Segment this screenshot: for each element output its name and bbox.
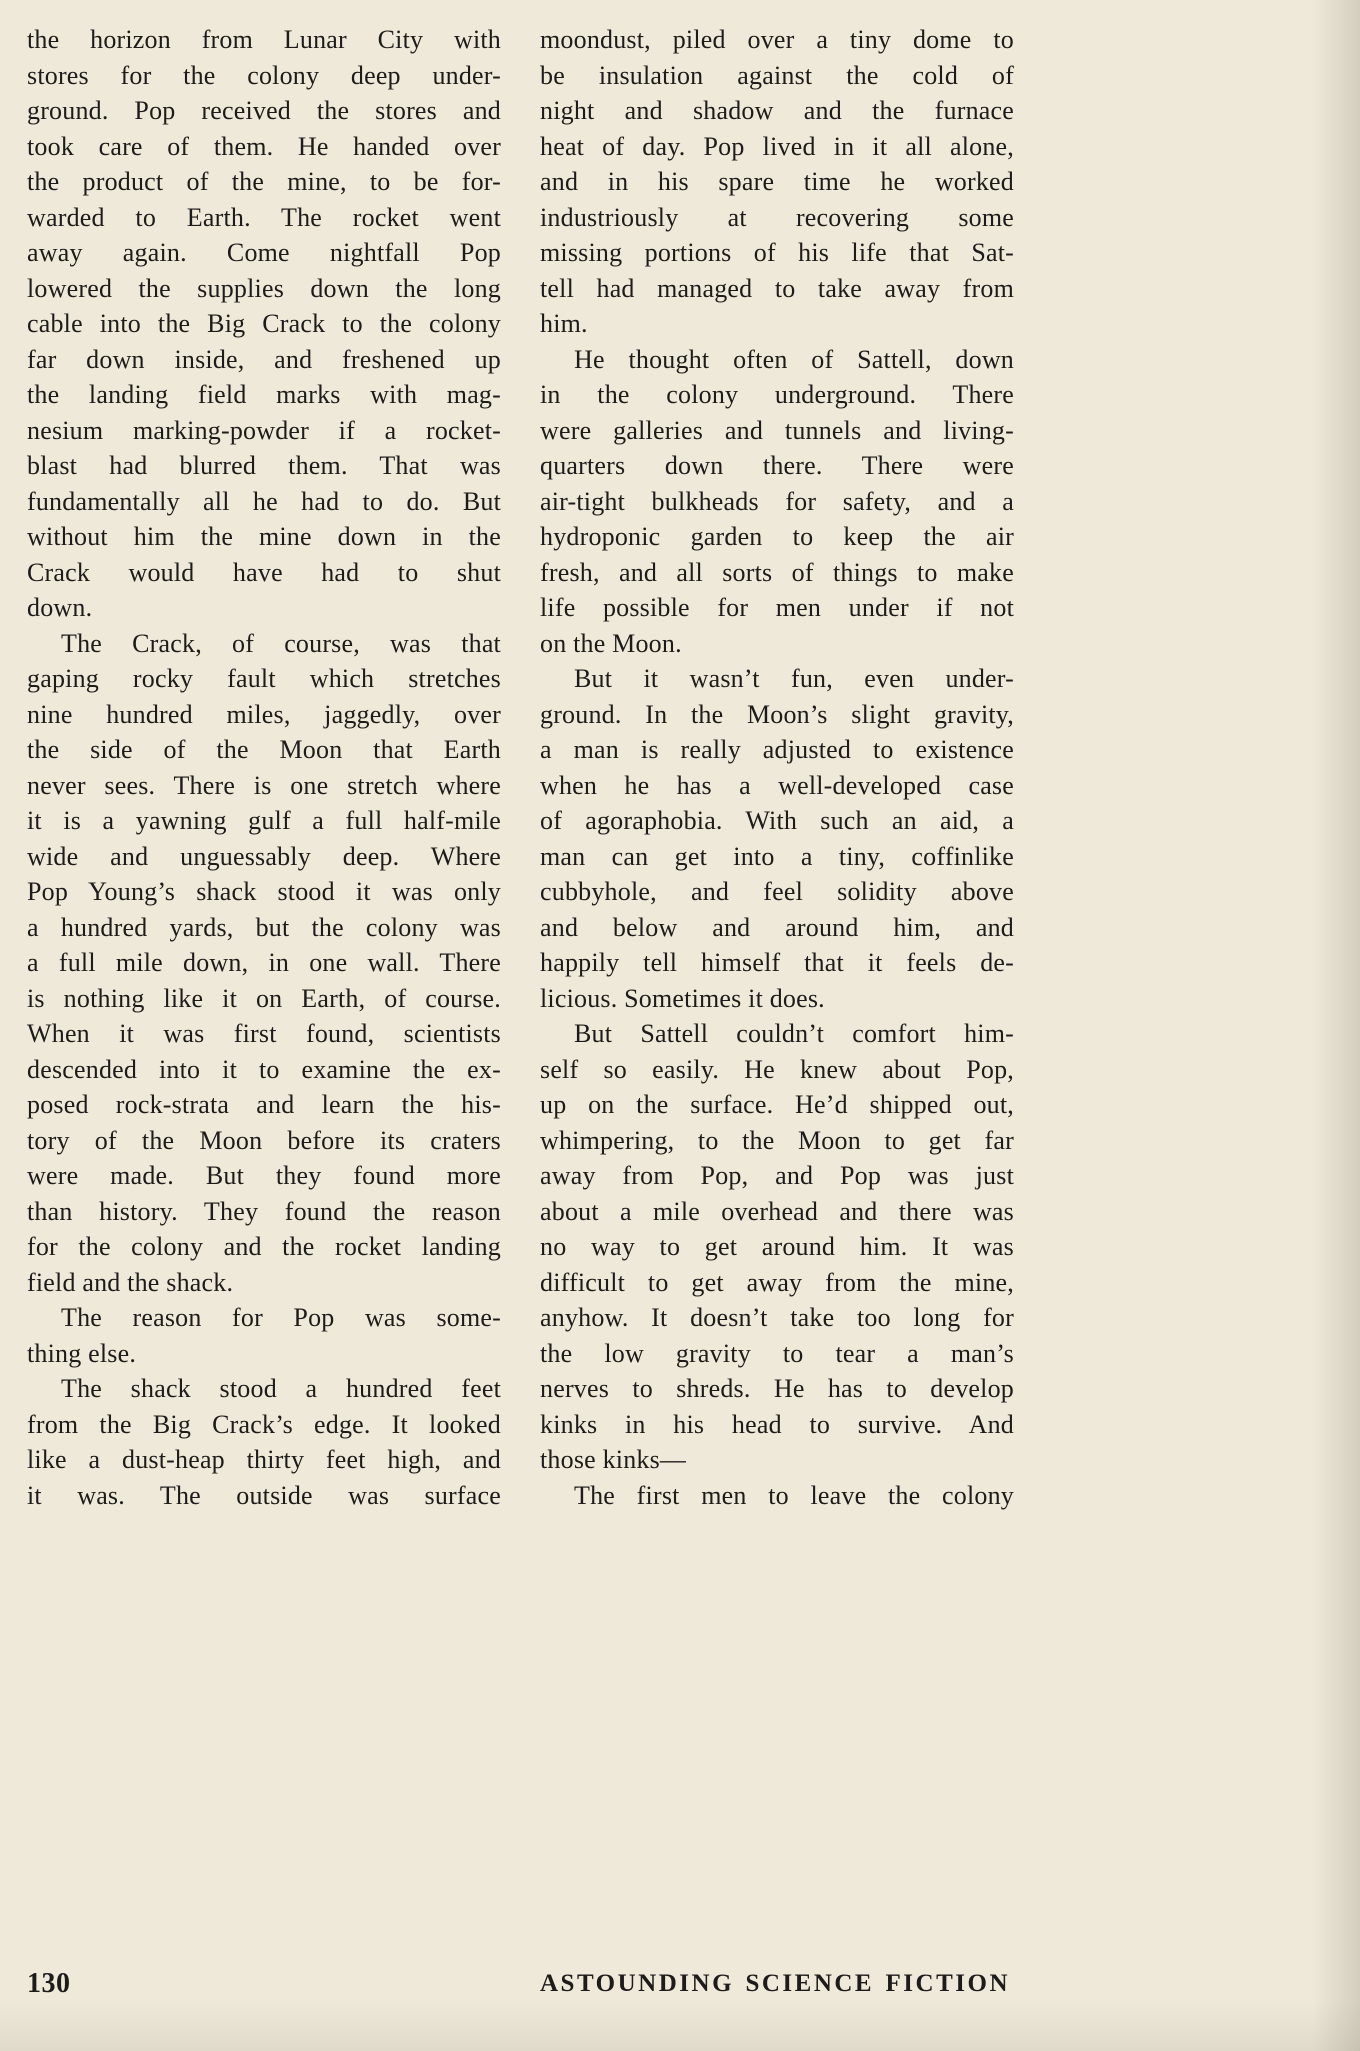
page-footer [27,1968,1010,2008]
text-line: away again. Come nightfall Pop [27,238,501,267]
text-line: the landing field marks with mag- [27,380,501,409]
text-line: licious. Sometimes it does. [540,983,825,1013]
text-line: be insulation against the cold of [540,60,1014,90]
text-line: a full mile down, in one wall. There [27,948,501,977]
text-line: man can get into a tiny, coffinlike [540,841,1014,871]
text-line: heat of day. Pop lived in it all alone, [540,131,1014,161]
text-line: it is a yawning gulf a full half-mile [27,806,501,835]
text-line: whimpering, to the Moon to get far [540,1125,1014,1155]
text-line: The first men to leave the colony [574,1480,1014,1510]
text-line: away from Pop, and Pop was just [540,1161,1014,1190]
text-line: nine hundred miles, jaggedly, over [27,699,501,729]
text-line: were galleries and tunnels and living- [540,415,1014,445]
text-line: blast had blurred them. That was [27,451,501,480]
text-line: cubbyhole, and feel solidity above [540,877,1014,906]
text-line: He thought often of Sattell, down [574,344,1014,374]
text-line: a hundred yards, but the colony was [27,912,501,942]
running-title: ASTOUNDING SCIENCE FICTION [540,1970,1010,1997]
text-line: him. [540,309,588,338]
text-line: never sees. There is one stretch where [27,770,501,800]
text-line: Pop Young’s shack stood it was only [27,877,501,906]
text-line: field and the shack. [27,1267,234,1297]
text-line: tell had managed to take away from [540,273,1014,303]
text-line: difficult to get away from the mine, [540,1267,1014,1297]
text-line: took care of them. He handed over [27,131,501,161]
text-line: air-tight bulkheads for safety, and a [540,486,1014,516]
text-line: When it was first found, scientists [27,1019,501,1048]
text-line: But Sattell couldn’t comfort him- [574,1019,1014,1048]
text-line: the product of the mine, to be for- [27,167,501,196]
text-line: were made. But they found more [27,1161,501,1190]
text-line: ground. In the Moon’s slight gravity, [540,699,1014,729]
text-line: from the Big Crack’s edge. It looked [27,1409,501,1439]
text-line: quarters down there. There were [540,451,1014,480]
text-line: about a mile overhead and there was [540,1196,1014,1226]
text-line: warded to Earth. The rocket went [27,202,501,232]
text-line: it was. The outside was surface [27,1480,501,1510]
text-line: on the Moon. [540,628,682,658]
text-line: moondust, piled over a tiny dome to [540,25,1014,54]
paragraph [27,1300,501,1371]
text-line: wide and unguessably deep. Where [27,841,501,871]
text-line: hydroponic garden to keep the air [540,522,1014,551]
text-line: tory of the Moon before its craters [27,1125,501,1155]
text-line: nerves to shreds. He has to develop [540,1374,1014,1403]
text-line: in the colony underground. There [540,380,1014,409]
text-line: self so easily. He knew about Pop, [540,1054,1014,1084]
text-line: a man is really adjusted to existence [540,735,1014,764]
text-line: no way to get around him. It was [540,1232,1014,1261]
text-line: stores for the colony deep under- [27,60,501,90]
text-line: down. [27,593,93,622]
text-line: The reason for Pop was some- [61,1303,501,1332]
text-line: and below and around him, and [540,912,1014,942]
text-line: up on the surface. He’d shipped out, [540,1090,1014,1119]
text-line: than history. They found the reason [27,1196,501,1226]
text-line: industriously at recovering some [540,202,1014,232]
text-line: night and shadow and the furnace [540,96,1014,125]
text-line: ground. Pop received the stores and [27,96,501,125]
text-line: descended into it to examine the ex- [27,1054,501,1084]
text-line: the horizon from Lunar City with [27,25,501,54]
text-line: nesium marking-powder if a rocket- [27,415,501,445]
text-line: the side of the Moon that Earth [27,735,501,764]
text-line: is nothing like it on Earth, of course. [27,983,501,1013]
text-line: happily tell himself that it feels de- [540,948,1014,977]
text-line: lowered the supplies down the long [27,273,501,303]
text-line: kinks in his head to survive. And [540,1409,1014,1439]
paragraph [540,1016,1014,1478]
text-line: like a dust-heap thirty feet high, and [27,1445,501,1474]
text-line: those kinks— [540,1445,687,1474]
text-line: of agoraphobia. With such an aid, a [540,806,1014,835]
text-line: cable into the Big Crack to the colony [27,309,501,338]
text-line: the low gravity to tear a man’s [540,1338,1014,1368]
paragraph [540,1478,1014,1514]
text-line: when he has a well-developed case [540,770,1014,800]
text-line: Crack would have had to shut [27,557,501,587]
paragraph [27,22,501,626]
text-column-right [540,22,1014,1513]
text-line: The shack stood a hundred feet [61,1374,501,1403]
text-line: anyhow. It doesn’t take too long for [540,1303,1014,1332]
text-line: thing else. [27,1338,137,1368]
text-line: gaping rocky fault which stretches [27,664,501,693]
paragraph [540,342,1014,662]
text-line: The Crack, of course, was that [61,628,501,658]
paragraph [540,661,1014,1016]
text-line: fundamentally all he had to do. But [27,486,501,516]
text-line: fresh, and all sorts of things to make [540,557,1014,587]
text-line: missing portions of his life that Sat- [540,238,1014,267]
paragraph [27,1371,501,1513]
paragraph [27,626,501,1301]
text-line: and in his spare time he worked [540,167,1014,196]
text-line: far down inside, and freshened up [27,344,501,374]
text-line: without him the mine down in the [27,522,501,551]
text-line: posed rock-strata and learn the his- [27,1090,501,1119]
text-line: for the colony and the rocket landing [27,1232,501,1261]
text-column-left [27,22,501,1513]
text-line: But it wasn’t fun, even under- [574,664,1014,693]
page-number: 130 [27,1968,71,1999]
text-line: life possible for men under if not [540,593,1014,622]
paragraph [540,22,1014,342]
